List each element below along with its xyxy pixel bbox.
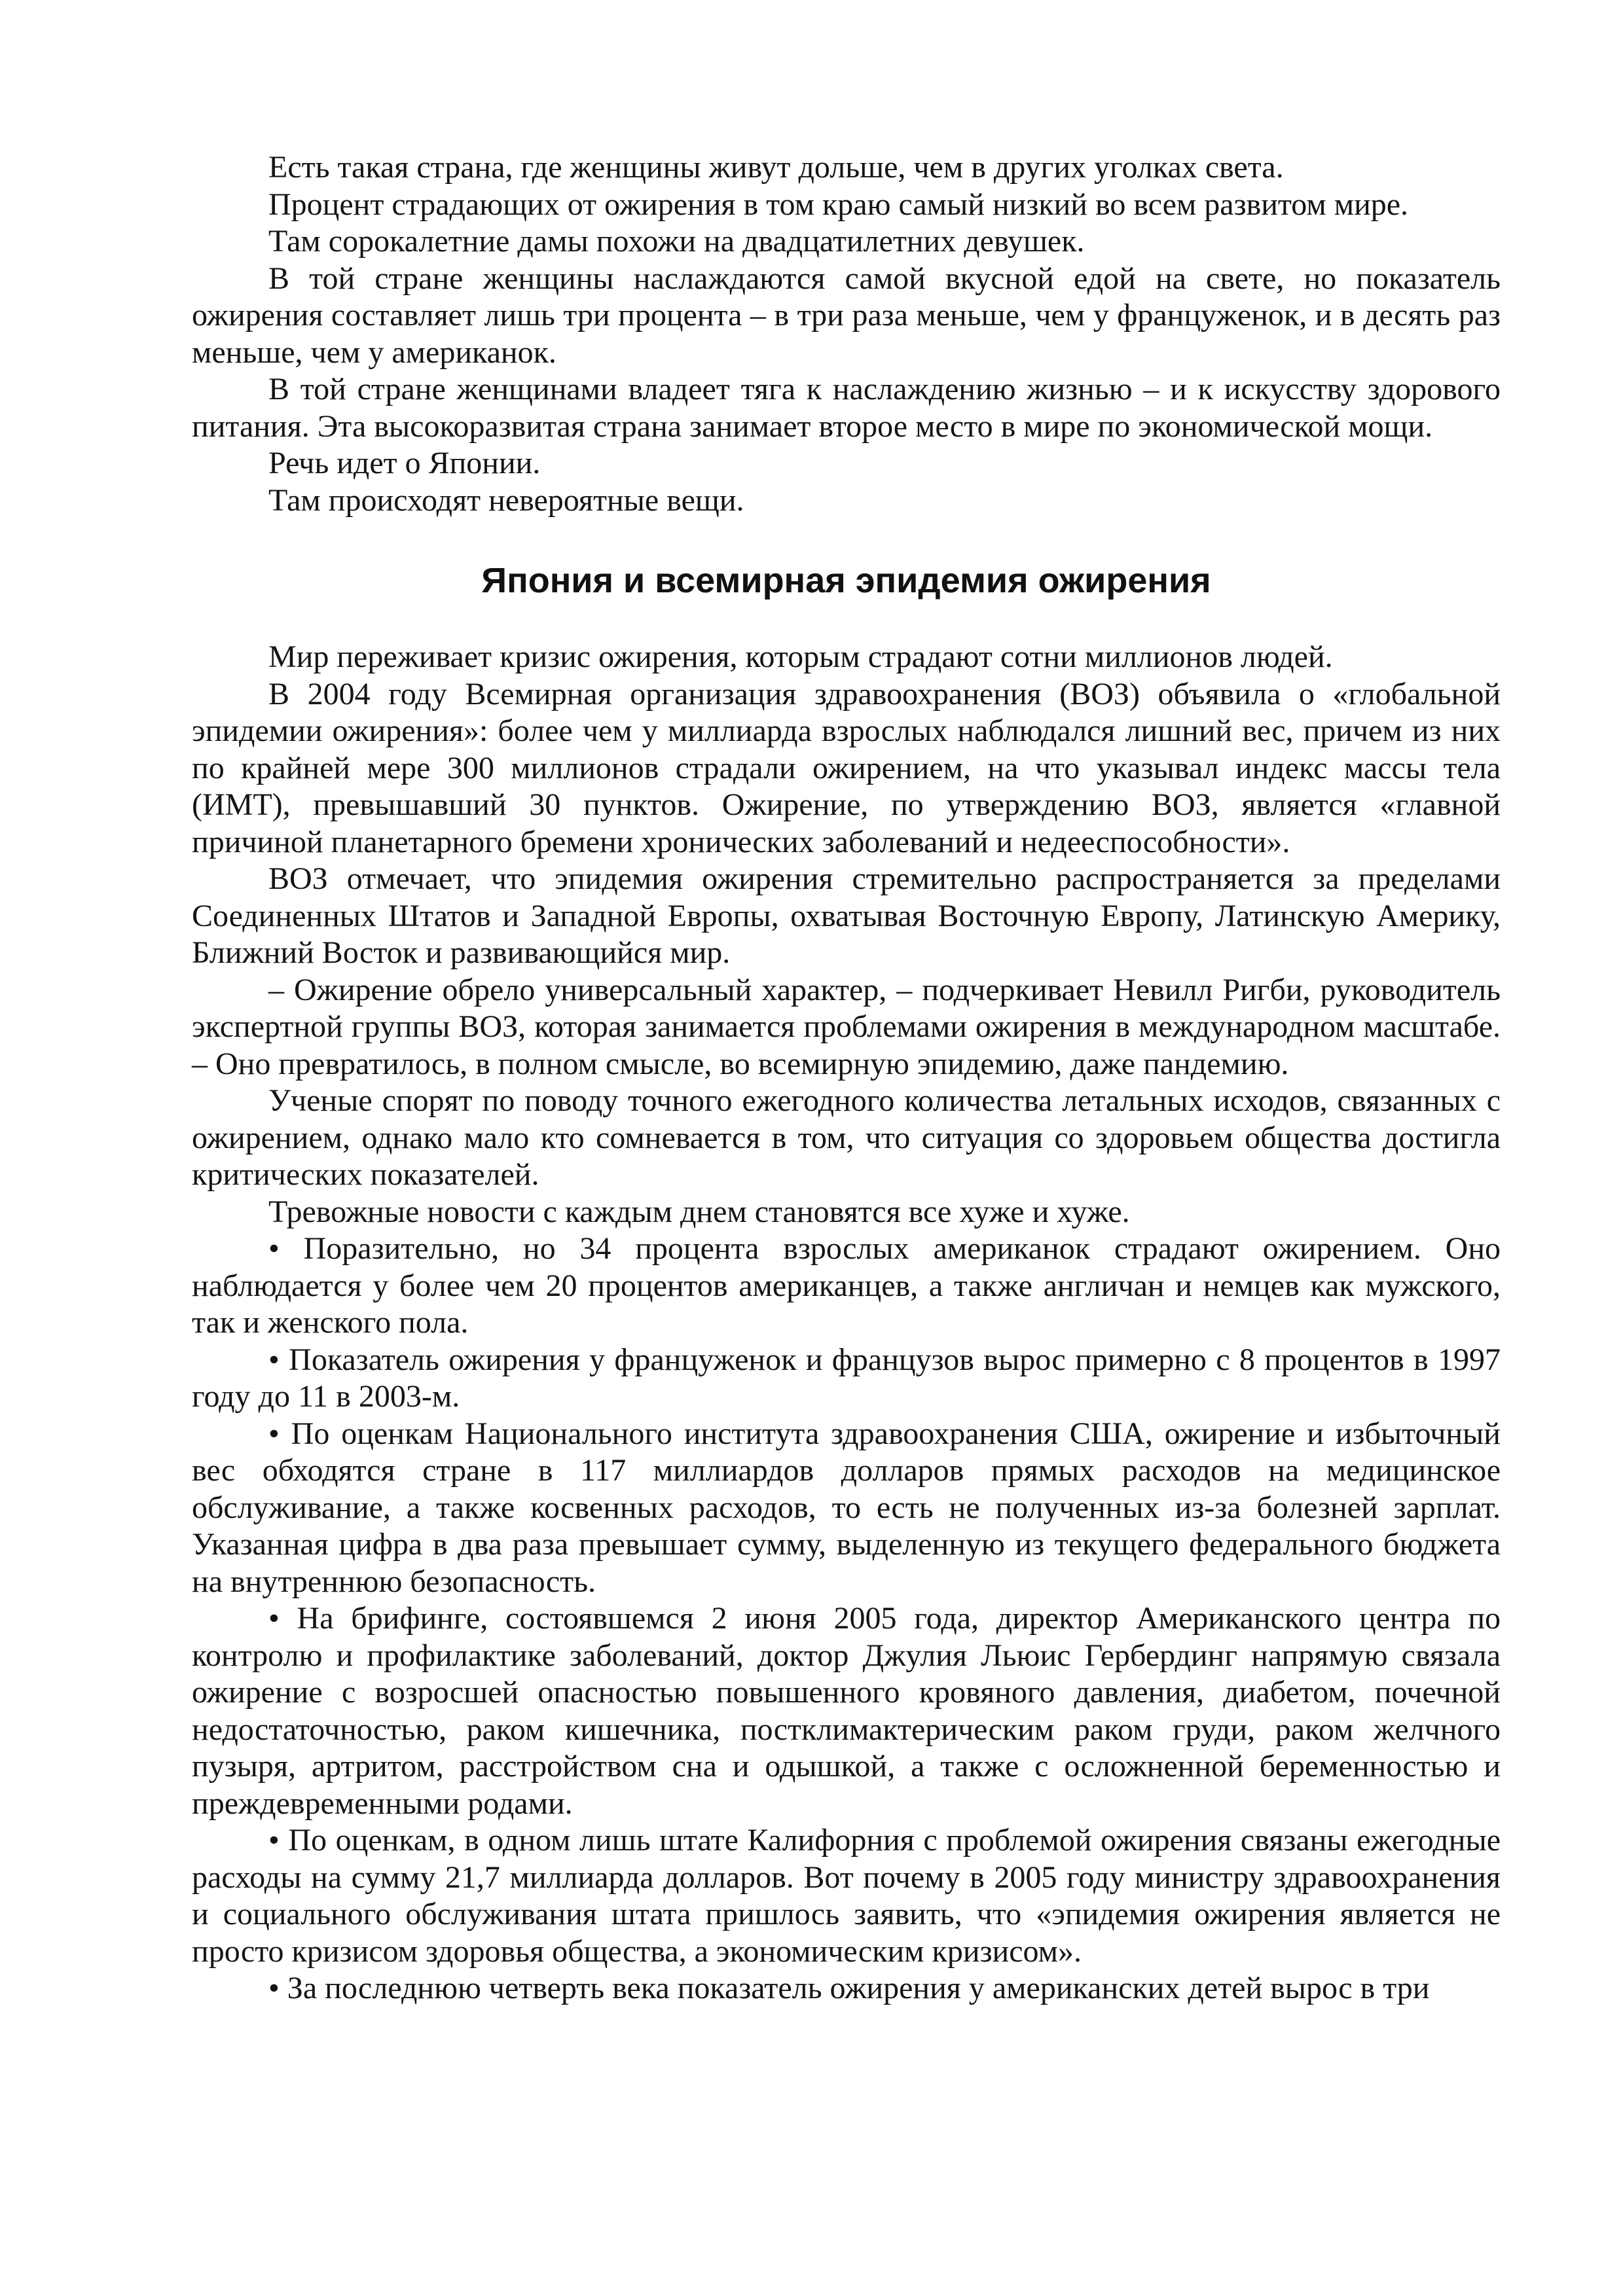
body-paragraph: Тревожные новости с каждым днем становятся все хуже и хуже. [268,1194,1130,1229]
body-paragraph: ВОЗ отмечает, что эпидемия ожирения стремительно распространяется за пределами Соединенных Штатов и Западной Европы, охватывая Восточную Европу, Латинскую Америку, Ближний Восток и развивающийся мир. [192,861,1501,970]
intro-paragraph: Процент страдающих от ожирения в том краю самый низкий во всем развитом мире. [268,187,1409,222]
bullet-paragraph: • Поразительно, но 34 процента взрослых американок страдают ожирением. Оно наблюдается у более чем 20 процентов американцев, а также англичан и немцев как мужского, так и женского пола. [192,1231,1501,1340]
section-heading: Япония и всемирная эпидемия ожирения [481,561,1211,600]
bullet-paragraph: • По оценкам, в одном лишь штате Калифорния с проблемой ожирения связаны ежегодные расходы на сумму 21,7 миллиарда долларов. Вот почему в 2005 году министру здравоохранения и социального обслуживания штата пришлось заявить, что «эпидемия ожирения является не просто кризисом здоровья общества, а экономическим кризисом». [192,1823,1501,1969]
document-body [192,149,1501,2007]
intro-paragraph: Там происходят невероятные вещи. [268,482,744,518]
intro-paragraph: Есть такая страна, где женщины живут дольше, чем в других уголках света. [268,150,1284,185]
bullet-paragraph: • На брифинге, состоявшемся 2 июня 2005 года, директор Американского центра по контролю и профилактике заболеваний, доктор Джулия Льюис Гербердинг напрямую связала ожирение с возросшей опасностью повышенного кровяного давления, диабетом, почечной недостаточностью, раком кишечника, постклимактерическим раком груди, раком желчного пузыря, артритом, расстройством сна и одышкой, а также с осложненной беременностью и преждевременными родами. [192,1601,1501,1821]
body-paragraph: Ученые спорят по поводу точного ежегодного количества летальных исходов, связанных с ожирением, однако мало кто сомневается в том, что ситуация со здоровьем общества достигла критических показателей. [192,1083,1501,1192]
intro-paragraph: Там сорокалетние дамы похожи на двадцатилетних девушек. [268,224,1085,259]
intro-paragraph: В той стране женщинами владеет тяга к наслаждению жизнью – и к искусству здорового питания. Эта высокоразвитая страна занимает второе место в мире по экономической мощи. [192,372,1501,444]
bullet-paragraph: • По оценкам Национального института здравоохранения США, ожирение и избыточный вес обходятся стране в 117 миллиардов долларов прямых расходов на медицинское обслуживание, а также косвенных расходов, то есть не полученных из-за болезней зарплат. Указанная цифра в два раза превышает сумму, выделенную из текущего федерального бюджета на внутреннюю безопасность. [192,1416,1501,1599]
intro-paragraph: В той стране женщины наслаждаются самой вкусной едой на свете, но показатель ожирения составляет лишь три процента – в три раза меньше, чем у француженок, и в десять раз меньше, чем у американок. [192,260,1501,370]
intro-paragraph: Речь идет о Японии. [268,446,541,480]
body-paragraph: – Ожирение обрело универсальный характер, – подчеркивает Невилл Ригби, руководитель экспертной группы ВОЗ, которая занимается проблемами ожирения в международном масштабе. – Оно превратилось, в полном смысле, во всемирную эпидемию, даже пандемию. [192,972,1501,1081]
bullet-paragraph: • Показатель ожирения у француженок и французов вырос примерно с 8 процентов в 1997 году до 11 в 2003-м. [192,1342,1501,1414]
bullet-paragraph-truncated: • За последнюю четверть века показатель ожирения у американских детей вырос в три [268,1971,1430,2005]
body-paragraph: В 2004 году Всемирная организация здравоохранения (ВОЗ) объявила о «глобальной эпидемии ожирения»: более чем у миллиарда взрослых наблюдался лишний вес, причем из них по крайней мере 300 миллионов страдали ожирением, на что указывал индекс массы тела (ИМТ), превышавший 30 пунктов. Ожирение, по утверждению ВОЗ, является «главной причиной планетарного бремени хронических заболеваний и недееспособности». [192,676,1501,859]
body-paragraph: Мир переживает кризис ожирения, которым страдают сотни миллионов людей. [268,639,1333,674]
